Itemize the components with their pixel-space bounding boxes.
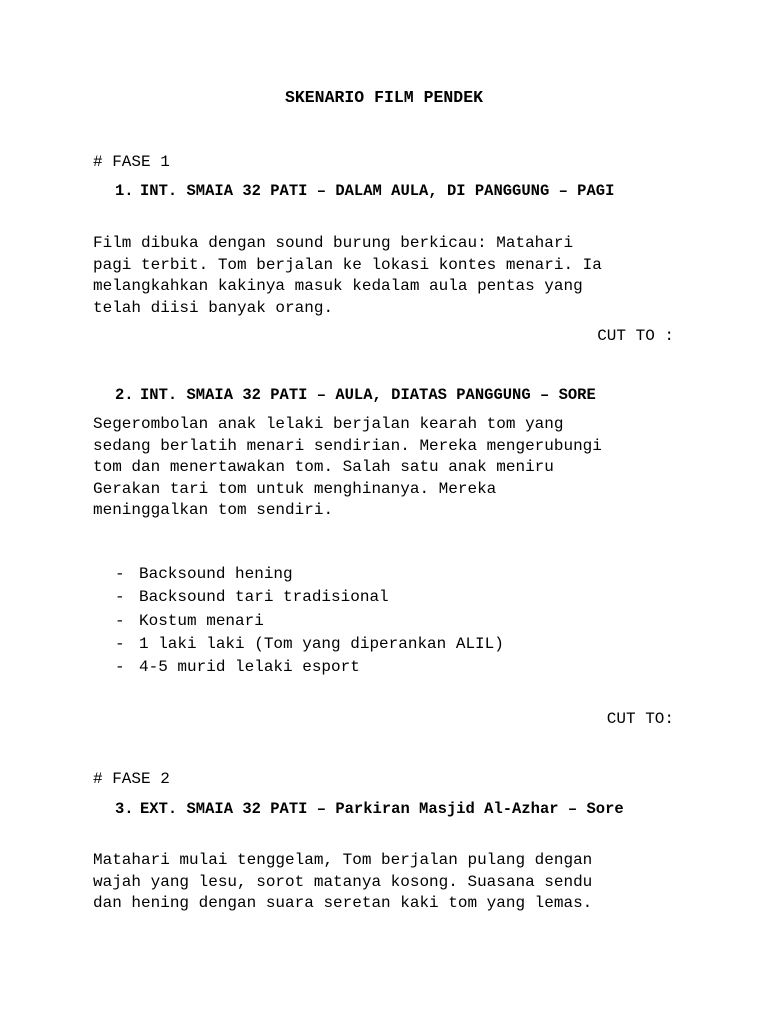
list-item: - Kostum menari [115,610,504,633]
scene-description: Matahari mulai tenggelam, Tom berjalan pulang dengan wajah yang lesu, sorot matanya kosong. Suasana sendu dan hening dengan suara seretan kaki tom yang lemas. [93,851,593,912]
scene-description: Film dibuka dengan sound burung berkicau: Matahari pagi terbit. Tom berjalan ke lokasi kontes menari. Ia melangkahkan kakinya masuk kedalam aula pentas yang telah diisi banyak orang. [93,234,602,317]
scene-heading [115,181,675,203]
scene-heading-text: INT. SMAIA 32 PATI – AULA, DIATAS PANGGUNG – SORE [140,386,596,404]
requirements-list [115,563,504,679]
list-item: - 4-5 murid lelaki esport [115,656,504,679]
list-item: - 1 laki laki (Tom yang diperankan ALIL) [115,633,504,656]
scene-heading-text: INT. SMAIA 32 PATI – DALAM AULA, DI PANGGUNG – PAGI [140,182,615,200]
scene-heading-text: EXT. SMAIA 32 PATI – Parkiran Masjid Al-Azhar – Sore [140,800,624,818]
scene-number: 3. [115,800,134,818]
scene-transition: CUT TO : [597,327,674,345]
list-item-text: 1 laki laki (Tom yang diperankan ALIL) [139,634,504,653]
scene-description: Segerombolan anak lelaki berjalan kearah tom yang sedang berlatih menari sendirian. Mereka mengerubungi tom dan menertawakan tom. Salah satu anak meniru Gerakan tari tom untuk menghinanya. Mereka meninggalkan tom sendiri. [93,415,602,519]
list-item-text: Kostum menari [139,611,264,630]
phase-label: # FASE 2 [93,770,170,788]
scene-heading [115,385,675,407]
list-item-text: 4-5 murid lelaki esport [139,658,360,677]
list-item: - Backsound hening [115,563,504,586]
list-item-text: Backsound hening [139,565,293,583]
list-item-text: Backsound tari tradisional [139,588,389,607]
scene-transition: CUT TO: [606,710,674,728]
document-title: SKENARIO FILM PENDEK [284,88,484,107]
scene-heading [115,799,675,821]
scene-number: 1. [115,182,134,200]
list-item: - Backsound tari tradisional [115,586,504,609]
phase-label: # FASE 1 [93,153,170,171]
scene-number: 2. [115,386,134,404]
